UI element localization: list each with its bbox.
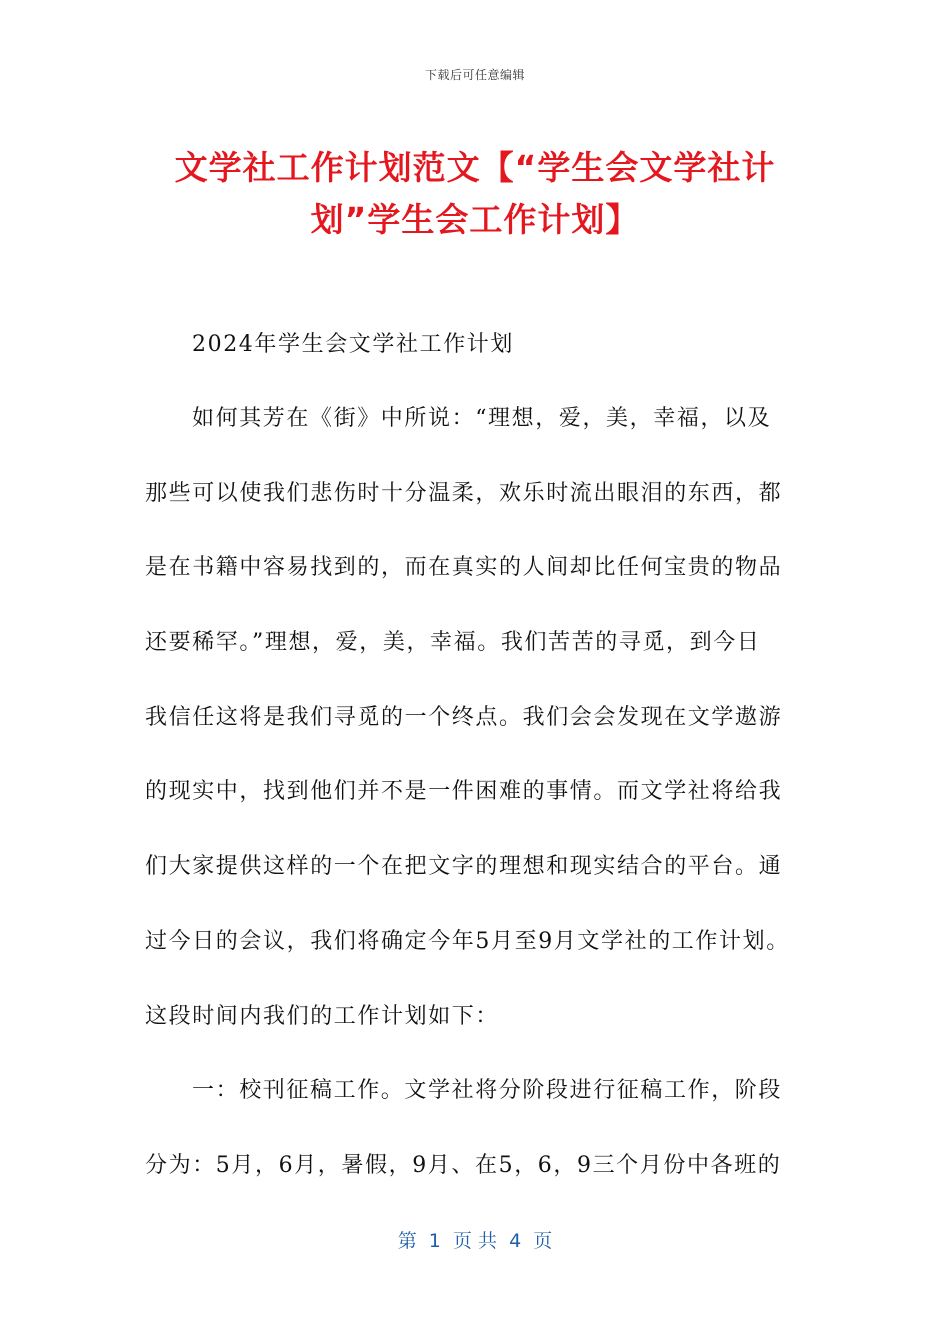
paragraph-line: 还要稀罕。”理想，爱，美，幸福。我们苦苦的寻觅，到今日 bbox=[145, 630, 761, 655]
page-header-note: 下载后可任意编辑 bbox=[424, 68, 525, 82]
paragraph-line: 如何其芳在《街》中所说：“理想，爱，美，幸福，以及 bbox=[192, 406, 772, 431]
paragraph-line: 的现实中，找到他们并不是一件困难的事情。而文学社将给我 bbox=[145, 779, 783, 804]
document-title-line-1: 文学社工作计划范文【“学生会文学社计 bbox=[174, 148, 776, 187]
page-number-footer: 第 1 页 共 4 页 bbox=[397, 1230, 553, 1252]
subtitle-line: 2024年学生会文学社工作计划 bbox=[192, 332, 514, 357]
paragraph-line: 那些可以使我们悲伤时十分温柔，欢乐时流出眼泪的东西，都 bbox=[145, 481, 783, 506]
paragraph-line: 是在书籍中容易找到的，而在真实的人间却比任何宝贵的物品 bbox=[145, 555, 783, 580]
document-title bbox=[140, 142, 810, 246]
paragraph-line: 我信任这将是我们寻觅的一个终点。我们会会发现在文学遨游 bbox=[145, 705, 783, 730]
paragraph-line: 分为：5月，6月，暑假，9月、在5，6，9三个月份中各班的 bbox=[145, 1153, 782, 1178]
paragraph-line: 这段时间内我们的工作计划如下： bbox=[145, 1004, 500, 1029]
paragraph-line: 过今日的会议，我们将确定今年5月至9月文学社的工作计划。 bbox=[145, 929, 790, 954]
paragraph-line: 们大家提供这样的一个在把文字的理想和现实结合的平台。通 bbox=[145, 854, 783, 879]
document-title-line-2: 划”学生会工作计划】 bbox=[310, 200, 640, 239]
paragraph-line: 一：校刊征稿工作。文学社将分阶段进行征稿工作，阶段 bbox=[192, 1078, 783, 1103]
